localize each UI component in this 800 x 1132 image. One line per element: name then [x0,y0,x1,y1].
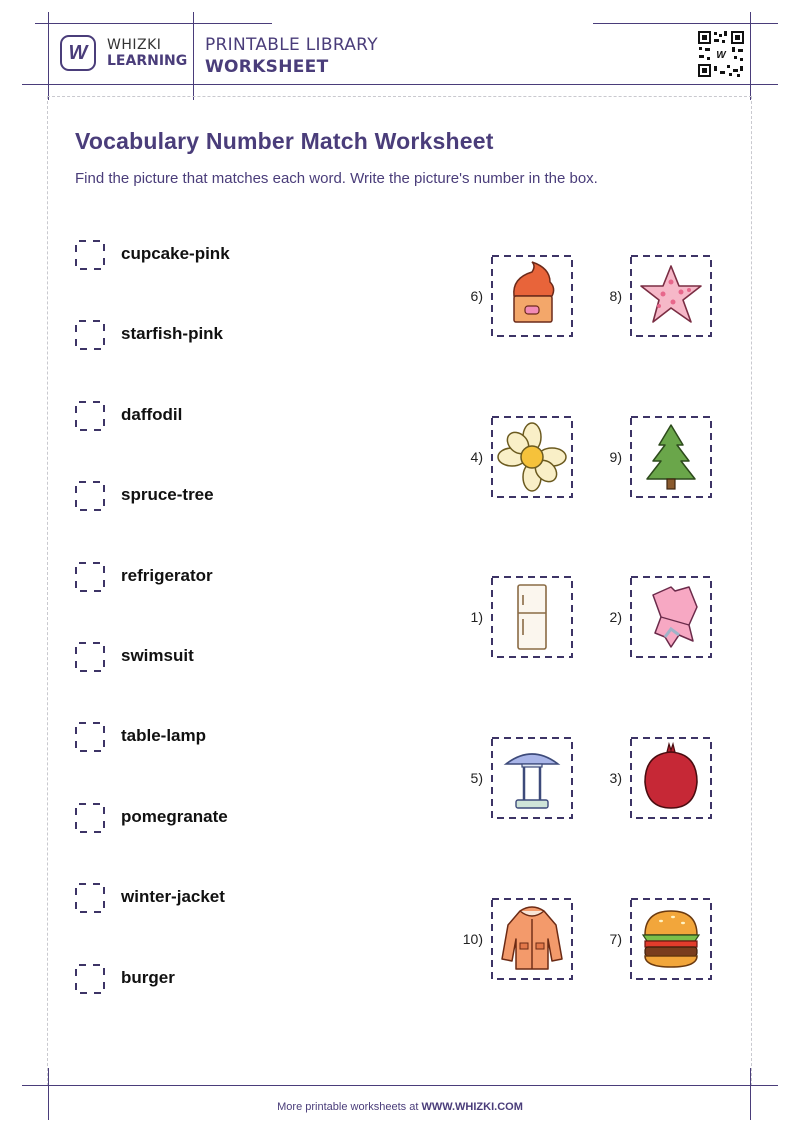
footer-rule [22,1085,778,1086]
picture-number: 6) [470,288,483,304]
word-label: burger [121,967,175,987]
word-label: spruce-tree [121,485,214,505]
logo-letter: W [68,41,88,64]
answer-box[interactable] [75,642,105,672]
swimsuit-icon [653,587,697,647]
daffodil-icon [498,423,566,491]
winter-jacket-icon [502,907,562,969]
header-rule [35,23,272,24]
picture-card [630,737,712,819]
picture-number: 10) [462,930,483,947]
picture-number: 9) [609,448,622,465]
answer-box[interactable] [75,562,105,592]
header-rule [193,12,194,100]
picture-card [491,898,573,980]
header-subtitle: WORKSHEET [205,57,329,77]
word-label: starfish-pink [121,324,224,344]
word-label: cupcake-pink [121,244,230,263]
pomegranate-icon [645,744,697,808]
footer-link[interactable]: WWW.WHIZKI.COM [421,1101,523,1113]
brand-name: WHIZKI [107,37,162,53]
qr-code-icon [697,30,745,78]
answer-box[interactable] [75,722,105,752]
footer [0,1101,800,1113]
svg-text:W: W [716,50,726,61]
word-label: refrigerator [121,565,213,585]
picture-card [630,576,712,658]
answer-box[interactable] [75,481,105,511]
worksheet-title: Vocabulary Number Match Worksheet [75,128,494,154]
word-label: swimsuit [121,646,194,665]
header-title: PRINTABLE LIBRARY [205,35,378,55]
answer-box[interactable] [75,401,105,431]
picture-number: 5) [470,770,483,787]
picture-number: 7) [609,930,622,947]
table-lamp-icon [506,754,558,808]
picture-number: 3) [609,770,622,787]
word-label: pomegranate [121,806,228,826]
header-rule [48,12,49,100]
picture-card [491,255,573,337]
brand-subname: LEARNING [107,53,188,69]
word-label: table-lamp [121,726,207,746]
refrigerator-icon [518,585,546,649]
answer-box[interactable] [75,883,105,913]
picture-number: 4) [470,448,483,465]
starfish-icon [641,266,701,322]
picture-card [630,255,712,337]
picture-card [491,416,573,498]
picture-number: 1) [470,609,483,626]
answer-box[interactable] [75,320,105,350]
header-rule [750,12,751,100]
cupcake-icon [514,262,554,322]
picture-number: 8) [609,288,622,304]
picture-card [630,898,712,980]
spruce-tree-icon [647,425,695,489]
word-label: winter-jacket [121,887,225,907]
whizki-logo [60,35,96,71]
answer-box[interactable] [75,964,105,994]
worksheet-instructions: Find the picture that matches each word. Write the picture's number in the box. [75,170,598,187]
answer-box[interactable] [75,803,105,833]
picture-card [630,416,712,498]
burger-icon [643,911,699,967]
picture-card [491,576,573,658]
answer-box[interactable] [75,240,105,270]
picture-card [491,737,573,819]
footer-text: More printable worksheets at [277,1101,422,1113]
header-rule [22,84,778,85]
word-label: daffodil [121,404,183,424]
picture-number: 2) [609,609,622,626]
